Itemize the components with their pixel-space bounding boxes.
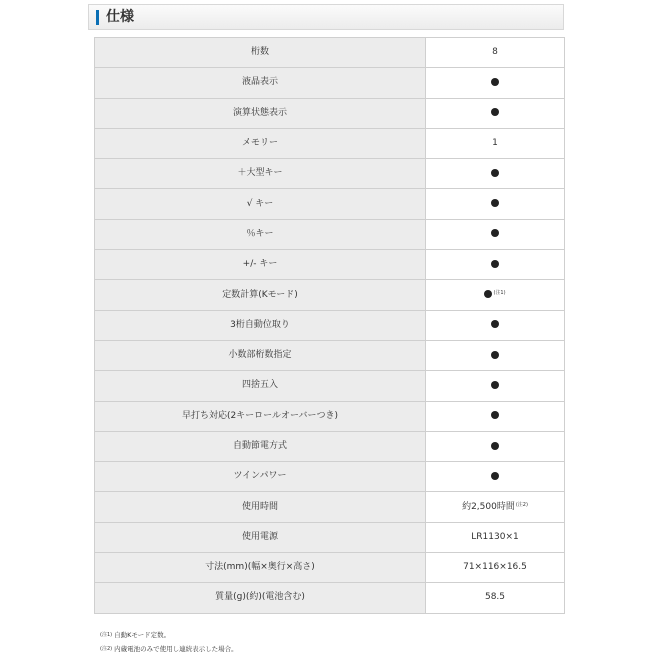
spec-value-cell (426, 340, 565, 370)
spec-label: 演算状態表示 (95, 98, 426, 128)
spec-label: 3桁自動位取り (95, 310, 426, 340)
spec-value-cell (426, 583, 565, 613)
supported-dot-icon (491, 199, 499, 207)
spec-value-cell (426, 553, 565, 583)
spec-label: √ キー (95, 189, 426, 219)
spec-label: 質量(g)(約)(電池含む) (95, 583, 426, 613)
spec-label: 寸法(mm)(幅×奥行×高さ) (95, 553, 426, 583)
spec-row (95, 522, 565, 552)
section-accent-bar (96, 10, 99, 25)
spec-row (95, 431, 565, 461)
spec-value: 1 (492, 138, 498, 149)
spec-value-cell (426, 98, 565, 128)
spec-label: 小数部桁数指定 (95, 340, 426, 370)
spec-value: 71×116×16.5 (463, 562, 527, 573)
spec-row (95, 280, 565, 310)
spec-label: 液晶表示 (95, 68, 426, 98)
spec-row (95, 310, 565, 340)
supported-dot-icon (491, 411, 499, 419)
supported-dot-icon (491, 442, 499, 450)
spec-row (95, 583, 565, 613)
supported-dot-icon (491, 351, 499, 359)
footnote-text: 自動Kモード定数。 (114, 631, 171, 639)
spec-label: 四捨五入 (95, 371, 426, 401)
spec-value-cell (426, 189, 565, 219)
footnote-mark: (注1) (100, 632, 113, 638)
spec-value-cell (426, 38, 565, 68)
spec-value-cell (426, 250, 565, 280)
spec-value: LR1130×1 (471, 531, 519, 542)
spec-table (94, 37, 565, 614)
spec-row (95, 340, 565, 370)
spec-value: 8 (492, 47, 498, 58)
supported-dot-icon (491, 260, 499, 268)
spec-value-cell (426, 522, 565, 552)
spec-row (95, 401, 565, 431)
spec-row (95, 98, 565, 128)
spec-value-cell (426, 462, 565, 492)
spec-value-cell (426, 68, 565, 98)
spec-value-cell (426, 431, 565, 461)
spec-row (95, 159, 565, 189)
spec-label: ツインパワー (95, 462, 426, 492)
spec-row (95, 492, 565, 522)
spec-value: 58.5 (484, 592, 506, 603)
spec-label: ＋大型キー (95, 159, 426, 189)
spec-row (95, 68, 565, 98)
supported-dot-icon (491, 108, 499, 116)
spec-table-body (95, 38, 565, 614)
spec-row (95, 219, 565, 249)
spec-row (95, 250, 565, 280)
spec-label: 使用電源 (95, 522, 426, 552)
supported-dot-icon (491, 381, 499, 389)
spec-value-cell (426, 371, 565, 401)
spec-value-cell (426, 128, 565, 158)
spec-value-cell (426, 492, 565, 522)
section-title: 仕様 (106, 9, 134, 25)
supported-dot-icon (491, 472, 499, 480)
footnote (100, 628, 238, 642)
spec-value-cell (426, 401, 565, 431)
spec-row (95, 553, 565, 583)
footnotes (100, 628, 238, 656)
spec-label: メモリー (95, 128, 426, 158)
spec-label: 自動節電方式 (95, 431, 426, 461)
note-mark: (注2) (515, 501, 528, 508)
supported-dot-icon (491, 78, 499, 86)
spec-value-cell (426, 159, 565, 189)
spec-label: +/- キー (95, 250, 426, 280)
spec-row (95, 189, 565, 219)
footnote-mark: (注2) (100, 646, 113, 652)
note-mark: (注1) (493, 289, 506, 296)
spec-label: 早打ち対応(2キーロールオーバーつき) (95, 401, 426, 431)
supported-dot-icon (484, 290, 492, 298)
spec-value: 約2,500時間 (462, 501, 515, 512)
supported-dot-icon (491, 320, 499, 328)
spec-row (95, 38, 565, 68)
spec-label: 定数計算(Kモード) (95, 280, 426, 310)
spec-label: 桁数 (95, 38, 426, 68)
spec-label: 使用時間 (95, 492, 426, 522)
spec-row (95, 462, 565, 492)
spec-row (95, 128, 565, 158)
section-header (88, 4, 564, 30)
footnote-text: 内蔵電池のみで使用し連続表示した場合。 (114, 645, 238, 653)
spec-label: ％キー (95, 219, 426, 249)
spec-row (95, 371, 565, 401)
footnote (100, 642, 238, 656)
spec-value-cell (426, 219, 565, 249)
spec-value-cell (426, 310, 565, 340)
spec-value-cell (426, 280, 565, 310)
supported-dot-icon (491, 169, 499, 177)
supported-dot-icon (491, 229, 499, 237)
